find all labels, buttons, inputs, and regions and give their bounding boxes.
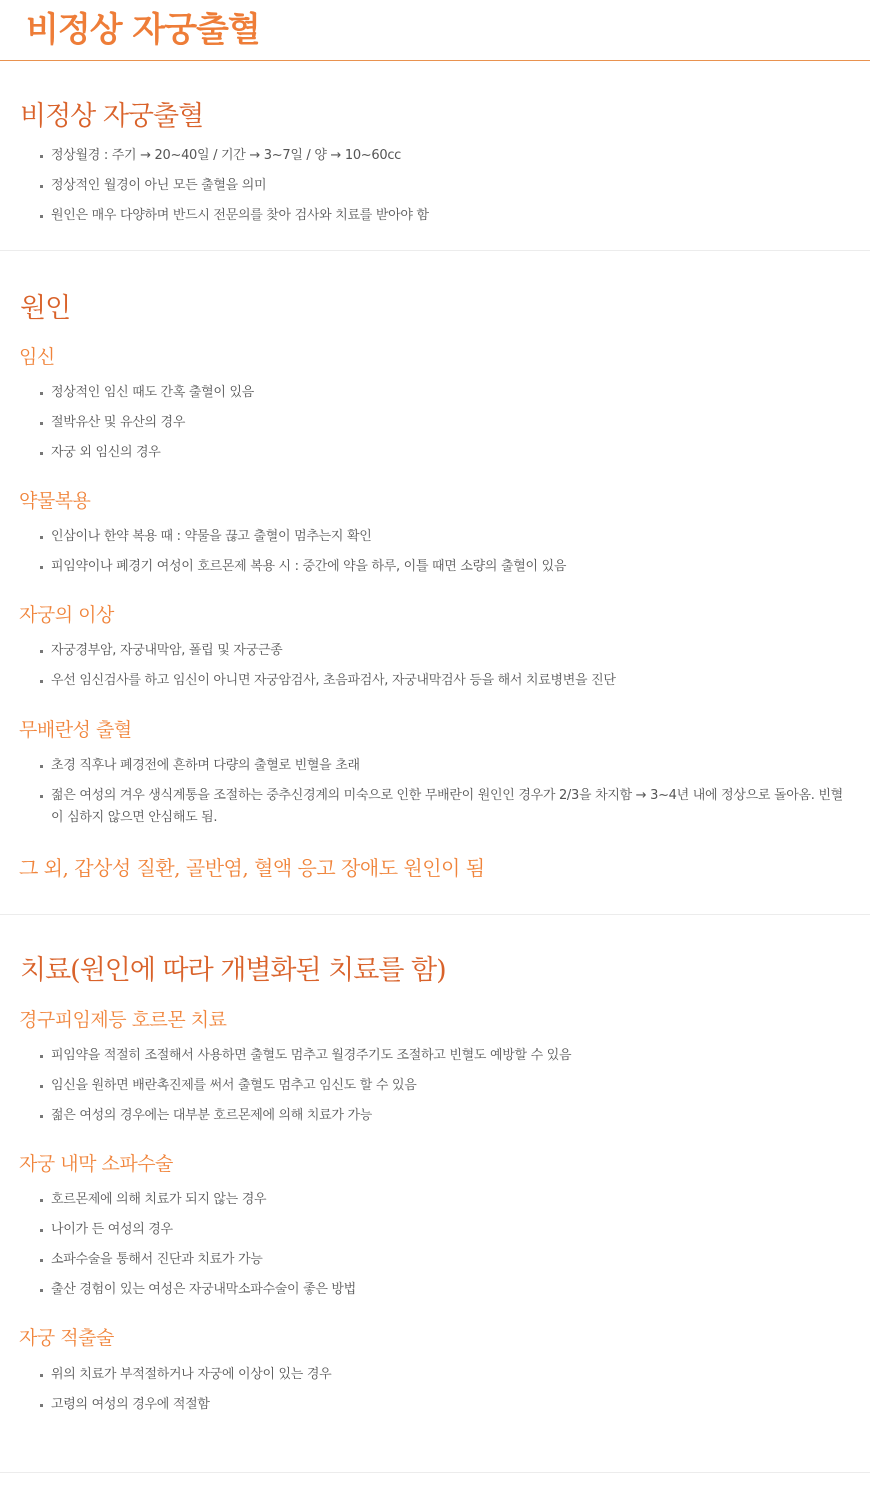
list-item: 젊은 여성의 경우에는 대부분 호르몬제에 의해 치료가 가능 — [40, 1101, 850, 1131]
intro-section — [0, 61, 870, 251]
list-item: 호르몬제에 의해 치료가 되지 않는 경우 — [40, 1185, 850, 1215]
page-header — [0, 0, 870, 61]
list-item: 자궁경부암, 자궁내막암, 폴립 및 자궁근종 — [40, 636, 850, 666]
treatment-heading: 치료(원인에 따라 개별화된 치료를 함) — [20, 955, 446, 986]
list-item: 자궁 외 임신의 경우 — [40, 438, 850, 468]
list-item: 정상적인 임신 때도 간혹 출혈이 있음 — [40, 378, 850, 408]
treatment-section — [0, 915, 870, 1473]
list-item: 정상적인 월경이 아닌 모든 출혈을 의미 — [40, 171, 850, 201]
cause-other: 그 외, 갑상성 질환, 골반염, 혈액 응고 장애도 원인이 됨 — [19, 856, 485, 880]
list-item: 피임약이나 폐경기 여성이 호르몬제 복용 시 : 중간에 약을 하루, 이틀 때면 소량의 출혈이 있음 — [40, 552, 850, 582]
cause-pregnancy-list — [40, 378, 850, 468]
causes-section — [0, 251, 870, 915]
list-item: 피임약을 적절히 조절해서 사용하면 출혈도 멈추고 월경주기도 조절하고 빈혈도 예방할 수 있음 — [40, 1041, 850, 1071]
cause-anovulatory-list — [40, 751, 850, 829]
cause-pregnancy-title: 임신 — [19, 346, 55, 368]
treatment-hormone-title: 경구피임제등 호르몬 치료 — [19, 1009, 227, 1031]
list-item: 초경 직후나 폐경전에 흔하며 다량의 출혈로 빈혈을 초래 — [40, 751, 850, 781]
list-item: 젊은 여성의 겨우 생식계통을 조절하는 중추신경계의 미숙으로 인한 무배란이 원인인 경우가 2/3을 차지함 → 3~4년 내에 정상으로 돌아옴. 빈혈이 심하지 않으면 안심해도 됨. — [40, 781, 850, 829]
treatment-hysterectomy-list — [40, 1360, 850, 1420]
treatment-hysterectomy-title: 자궁 적출술 — [19, 1327, 114, 1349]
treatment-curettage-list — [40, 1185, 850, 1305]
cause-uterus-list — [40, 636, 850, 696]
list-item: 출산 경험이 있는 여성은 자궁내막소파수술이 좋은 방법 — [40, 1275, 850, 1305]
list-item: 고령의 여성의 경우에 적절함 — [40, 1390, 850, 1420]
causes-heading: 원인 — [20, 293, 71, 324]
treatment-hormone-list — [40, 1041, 850, 1131]
treatment-curettage-title: 자궁 내막 소파수술 — [19, 1153, 173, 1175]
cause-uterus-title: 자궁의 이상 — [19, 604, 114, 626]
list-item: 우선 임신검사를 하고 임신이 아니면 자궁암검사, 초음파검사, 자궁내막검사 등을 해서 치료병변을 진단 — [40, 666, 850, 696]
list-item: 절박유산 및 유산의 경우 — [40, 408, 850, 438]
list-item: 나이가 든 여성의 경우 — [40, 1215, 850, 1245]
cause-medication-title: 약물복용 — [19, 490, 91, 512]
page-title: 비정상 자궁출혈 — [26, 10, 260, 50]
cause-medication-list — [40, 522, 850, 582]
intro-list — [40, 141, 850, 231]
list-item: 인삼이나 한약 복용 때 : 약물을 끊고 출혈이 멈추는지 확인 — [40, 522, 850, 552]
list-item: 소파수술을 통해서 진단과 치료가 가능 — [40, 1245, 850, 1275]
list-item: 위의 치료가 부적절하거나 자궁에 이상이 있는 경우 — [40, 1360, 850, 1390]
cause-anovulatory-title: 무배란성 출혈 — [19, 719, 132, 741]
list-item: 임신을 원하면 배란촉진제를 써서 출혈도 멈추고 임신도 할 수 있음 — [40, 1071, 850, 1101]
list-item: 원인은 매우 다양하며 반드시 전문의를 찾아 검사와 치료를 받아야 함 — [40, 201, 850, 231]
intro-heading: 비정상 자궁출혈 — [20, 101, 204, 132]
list-item: 정상월경 : 주기 → 20~40일 / 기간 → 3~7일 / 양 → 10~60cc — [40, 141, 850, 171]
